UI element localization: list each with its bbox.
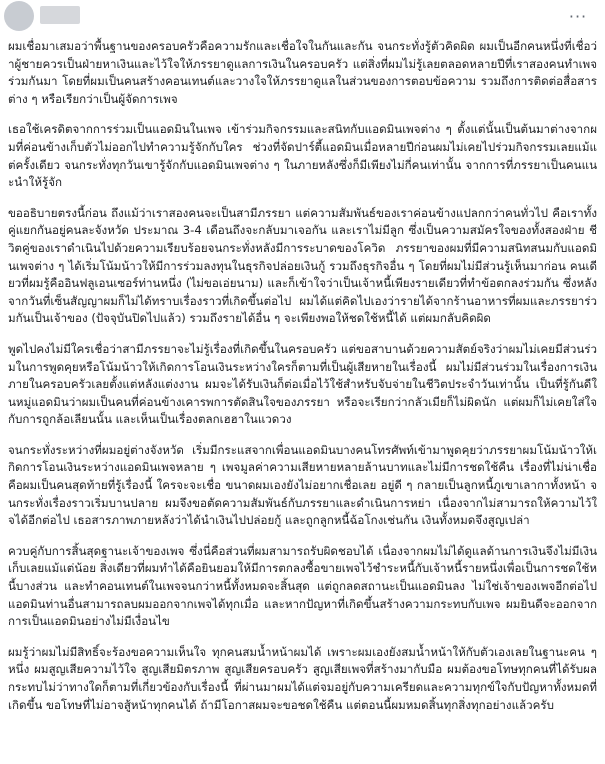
post-paragraph-3: ขออธิบายตรงนี้ก่อน ถึงแม้ว่าเราสองคนจะเป็นสามีภรรยา แต่ความสัมพันธ์ของเราค่อนข้างแปลกกว่าคนทั่วไป คือเราทั้งคู่แยกกันอยู่คนละจังหวัด ประมาณ 3-4 เดือนถึงจะกลับมาเจอกัน และเราไม่มีลูก ซึ่งเป็นความสมัครใจของทั้งสองฝ่าย ชีวิตคู่ของเราดำเนินไปด้วยความเรียบร้อยจนกระทั่งหลังมีการระบาดของโควิด ภรรยาของผมที่มีความสนิทสนมกับแอดมินเพจต่าง ๆ ได้เริ่มโน้มน้าวให้มีการร่วมลงทุนในธุรกิจปล่อยเงินกู้ รวมถึงธุรกิจอื่น ๆ โดยที่ผมไม่มีส่วนรู้เห็นมาก่อน คนเดียวที่ผมรู้คืออินฟลูเอนเซอร์ท่านหนึ่ง (ไม่ขอเอ่ยนาม) และก็เข้าใจว่าเป็นเจ้าหนี้เพียงรายเดียวที่ทำข้อตกลงร่วมกัน ซึ่งหลังจากวันที่เซ็นสัญญาผมก็ไม่ได้ทราบเรื่องราวที่เกิดขึ้นต่อไป ผมได้แต่คิดไปเองว่ารายได้จากร้านอาหารที่ผมและภรรยาร่วมกันเป็นเจ้าของ (ปัจจุบันปิดไปแล้ว) รวมถึงรายได้อื่น ๆ จะเพียงพอให้ชดใช้หนี้ได้ แต่ผมกลับคิดผิด: [8, 205, 597, 326]
post-paragraph-6: ควบคู่กับการสิ้นสุดฐานะเจ้าของเพจ ซึ่งนี่คือส่วนที่ผมสามารถรับผิดชอบได้ เนื่องจากผมไม่ได้ดูแลด้านการเงินจึงไม่มีเงินเก็บเลยแม้แต่น้อย สิ่งเดียวที่ผมทำได้คือยินยอมให้มีการตกลงซื้อขายเพจไว้ชำระหนี้กับเจ้าหนี้รายหนึ่งเพื่อเป็นการชดใช้หนี้บางส่วน และทำคอนเทนต์ในเพจจนกว่าหนี้ทั้งหมดจะสิ้นสุด แต่ถูกลดสถานะเป็นแอดมินลง ไม่ใช่เจ้าของเพจอีกต่อไป แอดมินท่านอื่นสามารถลบผมออกจากเพจได้ทุกเมื่อ และหากปัญหาที่เกิดขึ้นสร้างความกระทบกับเพจ ผมยินดีจะออกจากการเป็นแอดมินอย่างไม่มีเงื่อนไข: [8, 543, 597, 629]
post-paragraph-5: จนกระทั่งระหว่างที่ผมอยู่ต่างจังหวัด เริ่มมีกระแสจากเพื่อนแอดมินบางคนโทรศัพท์เข้ามาพูดคุยว่าภรรยาผมโน้มน้าวให้เกิดการโอนเงินระหว่างแอดมินเพจหลาย ๆ เพจมูลค่าความเสียหายหลายล้านบาทและไม่มีการชดใช้คืน เรื่องที่ไม่น่าเชื่อคือผมเป็นคนสุดท้ายที่รู้เรื่องนี้ ใครจะจะเชื่อ ขนาดผมเองยังไม่อยากเชื่อเลย อยู่ดี ๆ กลายเป็นลูกหนี้ภูเขาเลากาทั้งหน้า จนกระทั่งเรื่องราวเริ่มบานปลาย ผมจึงขอตัดความสัมพันธ์กับภรรยาและดำเนินการหย่า เนื่องจากไม่สามารถให้ความไว้ใจได้อีกต่อไป เธอสารภาพภายหลังว่าได้นำเงินไปปล่อยกู้ และถูกลูกหนี้ฉ้อโกงเช่นกัน เงินทั้งหมดจึงสูญเปล่า: [8, 442, 597, 528]
post-paragraph-7: ผมรู้ว่าผมไม่มีสิทธิ์จะร้องขอความเห็นใจ ทุกคนสมน้ำหน้าผมได้ เพราะผมเองยังสมน้ำหน้าให้กับตัวเองเลยในฐานะคน ๆ หนึ่ง ผมสูญเสียความไว้ใจ สูญเสียมิตรภาพ สูญเสียครอบครัว สูญเสียเพจที่สร้างมากับมือ ผมต้องขอโทษทุกคนที่ได้รับผลกระทบไม่ว่าทางใดก็ตามที่เกี่ยวข้องกับเรื่องนี้ ที่ผ่านมาผมได้แต่จมอยู่กับความเครียดและความทุกข์ใจกับปัญหาทั้งหมดที่เกิดขึ้น ขอโทษที่ไม่อาจสู้หน้าทุกคนได้ ถ้ามีโอกาสผมจะขอชดใช้คืน แต่ตอนนี้ผมหมดสิ้นทุกสิ่งทุกอย่างแล้วครับ: [8, 644, 597, 712]
more-options-icon[interactable]: ···: [568, 6, 588, 26]
post-paragraph-1: ผมเชื่อมาเสมอว่าพื้นฐานของครอบครัวคือความรักและเชื่อใจในกันและกัน จนกระทั่งรู้ตัวคิดผิด ผมเป็นอีกคนหนึ่งที่เชื่อว่าผู้ชายควรเป็นฝ่ายหาเงินและไว้ใจให้ภรรยาดูแลการเงินในครอบครัว แต่สิ่งที่ผมไม่รู้เลยตลอดหลายปีที่เราสองคนทำเพจร่วมกันมา โดยที่ผมเป็นคนสร้างคอนเทนต์และวางใจให้ภรรยาดูแลในส่วนของการตอบข้อความ รวมถึงการติดต่อสื่อสารต่าง ๆ หรือเรียกว่าเป็นผู้จัดการเพจ: [8, 39, 597, 106]
avatar[interactable]: [4, 1, 34, 31]
post-header: [0, 0, 605, 38]
post-body: [0, 38, 605, 714]
post-paragraph-4: พูดไปคงไม่มีใครเชื่อว่าสามีภรรยาจะไม่รู้เรื่องที่เกิดขึ้นในครอบครัว แต่ขอสาบานด้วยความสัตย์จริงว่าผมไม่เคยมีส่วนร่วมในการพูดคุยหรือโน้มน้าวให้เกิดการโอนเงินระหว่างใครก็ตามที่เป็นผู้เสียหายในเรื่องนี้ ผมไม่มีส่วนร่วมในเรื่องการเงินภายในครอบครัวเลยตั้งแต่หลังแต่งงาน ผมจะได้รับเงินก็ต่อเมื่อไว้ใช้สำหรับจับจ่ายในชีวิตประจำวันเท่านั้น เป็นที่รู้กันดีในหมู่แอดมินว่าผมเป็นคนที่ค่อนข้างเคารพการตัดสินใจของภรรยา หรือจะเรียกว่ากลัวเมียก็ไม่ผิดนัก แต่ผมก็ไม่เคยใส่ใจกับการถูกล้อเลียนนั้น และเห็นเป็นเรื่องตลกเฮฮาในแวดวง: [8, 341, 597, 427]
post-paragraph-2: เธอใช้เครดิตจากการร่วมเป็นแอดมินในเพจ เข้าร่วมกิจกรรมและสนิทกับแอดมินเพจต่าง ๆ ตั้งแต่นั้นเป็นต้นมาต่างจากผมที่ค่อนข้างเก็บตัวไม่ออกไปทำความรู้จักกับใคร ช่วงที่จัดปาร์ตี้แอดมินเมื่อหลายปีก่อนผมไม่เคยไปร่วมกิจกรรมเลยแม้แต่ครั้งเดียว จนกระทั่งทุกวันเขารู้จักกับแอดมินเพจต่าง ๆ ในภายหลังซึ่งก็มีเพียงไม่กี่คนเท่านั้น จากการที่ภรรยาเป็นคนแนะนำให้รู้จัก: [8, 122, 597, 190]
author-name-redacted[interactable]: [40, 6, 80, 24]
